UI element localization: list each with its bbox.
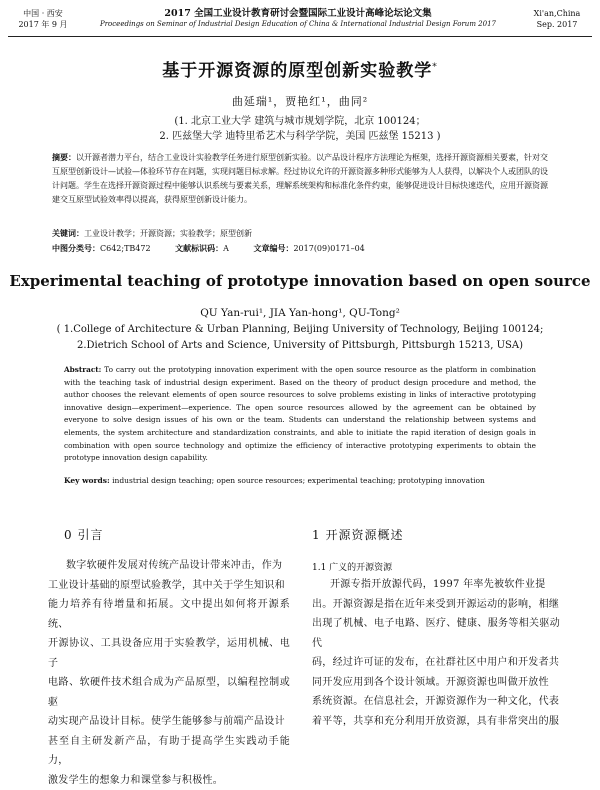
right-line: 出现了机械、电子电路、医疗、健康、服务等相关驱动代 <box>312 614 560 653</box>
classification-line <box>52 243 548 254</box>
doc-code-value: A <box>223 244 229 253</box>
affiliation-en-2: 2.Dietrich School of Arts and Science, University of Pittsburgh, Pittsburgh 15213, USA) <box>0 340 600 351</box>
affiliation-en-1: ( 1.College of Architecture & Urban Planning, Beijing University of Technology, Beijing 100124; <box>0 324 600 335</box>
header-place-en: Xi'an,China <box>522 8 592 19</box>
left-line: 激发学生的想象力和课堂参与积极性。 <box>48 771 290 790</box>
header-place-cn: 中国 · 西安 <box>8 8 78 19</box>
clc-label: 中图分类号： <box>52 243 100 253</box>
running-header <box>0 8 600 38</box>
left-column-text <box>48 556 290 790</box>
title-footnote-mark: * <box>432 62 438 72</box>
header-right <box>522 8 592 30</box>
abstract-cn-text: 以开源者潜力平台，结合工业设计实验教学任务进行原型创新实验。以产品设计程序方法理论为框架，选择开源资源相关要素，针对交互原型创新设计—试验—体验环节存在问题，实现问题目标求解。经过协议允许的开源资源多种形式能够为人人获得，以解决个人或团队的设计问题。学生在选择开源资源过程中能够认识系统与要素关系，理解系统架构和标准化条件约束，能够促进设计目标快速迭代，应用开源资源建交互原型试验效率得以提高，获得原型创新设计能力。 <box>52 153 548 204</box>
left-line: 工业设计基础的原型试验教学，其中关于学生知识和 <box>48 576 290 596</box>
right-line: 系统资源。在信息社会，开源资源作为一种文化，代表 <box>312 692 560 712</box>
paper-title-cn <box>0 56 600 81</box>
abstract-en-label: Abstract: <box>64 365 101 374</box>
keywords-cn <box>52 228 548 239</box>
left-line: 开源协议、工具设备应用于实验教学，运用机械、电子 <box>48 634 290 673</box>
abstract-en-text: To carry out the prototyping innovation experiment with the open source resource as the platform in combination with the teaching task of industrial design experiment. Based on the theory of product design procedure and method, the author chooses the relevant elements of open source resources to solve problems existing in links of interactive prototyping innovative design—experiment—experience. The open source resources allowed by the agreement can be obtained by everyone to solve design issues of his own or the team. Students can understand the relationship between systems and elements, the system architecture and standardization constraints, and able to initiate the rapid iteration of design goals in combination with open source technology and optimize the efficiency of interactive prototyping experiments to obtain the prototype innovation design capability. <box>64 365 536 462</box>
right-line: 开源专指开放源代码，1997 年率先被软件业提 <box>312 575 560 595</box>
article-no-value: 2017(09)0171–04 <box>293 244 364 253</box>
header-center <box>78 8 518 30</box>
left-line: 能力培养有待增量和拓展。文中提出如何将开源系统、 <box>48 595 290 634</box>
authors-cn: 曲延瑞¹，贾艳红¹，曲同² <box>0 93 600 109</box>
header-date-cn: 2017 年 9 月 <box>8 19 78 30</box>
right-line: 着平等，共享和充分利用开放资源，具有非常突出的服 <box>312 712 560 732</box>
right-line: 出。开源资源是指在近年来受到开源运动的影响，相继 <box>312 595 560 615</box>
header-left <box>8 8 78 30</box>
keywords-cn-text: 工业设计教学；开源资源；实验教学；原型创新 <box>84 229 252 238</box>
abstract-cn <box>52 150 548 207</box>
left-line: 甚至自主研发新产品，有助于提高学生实践动手能力， <box>48 732 290 771</box>
title-cn-text: 基于开源资源的原型创新实验教学 <box>162 61 432 81</box>
header-rule <box>8 36 592 37</box>
abstract-en <box>64 364 536 465</box>
right-line: 同开发应用到各个设计领域。开源资源也叫做开放性 <box>312 673 560 693</box>
affiliation-cn-1: (1. 北京工业大学 建筑与城市规划学院，北京 100124； <box>0 112 600 127</box>
left-line: 数字软硬件发展对传统产品设计带来冲击，作为 <box>48 556 290 576</box>
abstract-cn-label: 摘要： <box>52 152 76 162</box>
header-date-en: Sep. 2017 <box>522 19 592 30</box>
doc-code-label: 文献标识码： <box>175 243 223 253</box>
keywords-en-text: industrial design teaching; open source resources; experimental teaching; prototyping innovation <box>112 476 485 485</box>
section-0-heading: 0 引言 <box>64 526 103 543</box>
header-conference-cn: 2017 全国工业设计教育研讨会暨国际工业设计高峰论坛论文集 <box>78 8 518 19</box>
left-line: 电路、软硬件技术组合成为产品原型，以编程控制或驱 <box>48 673 290 712</box>
affiliation-cn-2: 2. 匹兹堡大学 迪特里希艺术与科学学院，美国 匹兹堡 15213 ) <box>0 127 600 142</box>
subsection-1-1-heading: 1.1 广义的开源资源 <box>312 560 392 573</box>
article-no-label: 文章编号： <box>253 243 293 253</box>
right-line: 码，经过许可证的发布，在社群社区中用户和开发者共 <box>312 653 560 673</box>
keywords-en <box>64 476 536 485</box>
section-1-heading: 1 开源资源概述 <box>312 526 403 543</box>
keywords-en-label: Key words: <box>64 476 110 485</box>
clc-value: C642;TB472 <box>100 244 151 253</box>
paper-title-en: Experimental teaching of prototype innovation based on open source <box>0 272 600 290</box>
right-column-text <box>312 575 560 731</box>
left-line: 动实现产品设计目标。使学生能够参与前端产品设计 <box>48 712 290 732</box>
keywords-cn-label: 关键词： <box>52 228 84 238</box>
header-conference-en: Proceedings on Seminar of Industrial Design Education of China & International Industrial Design Forum 2017 <box>78 19 518 30</box>
authors-en: QU Yan-rui¹, JIA Yan-hong¹, QU-Tong² <box>0 307 600 319</box>
